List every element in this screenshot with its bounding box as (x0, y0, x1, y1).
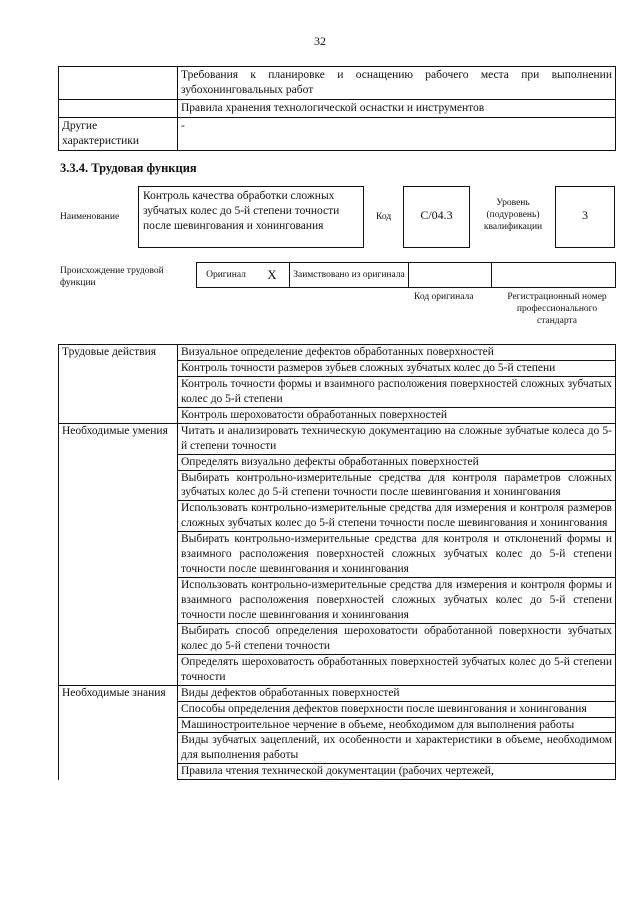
table-row (59, 345, 616, 361)
details-body (59, 345, 616, 780)
group-label-empty (59, 470, 178, 501)
table-row (59, 578, 616, 624)
table-row (197, 263, 616, 288)
code-original-cell (409, 263, 492, 288)
group-item: Читать и анализировать техническую документацию на сложные зубчатые колеса до 5-й степени точности (178, 423, 616, 454)
function-details-table (58, 344, 616, 780)
group-label: Трудовые действия (59, 345, 178, 361)
row-text: Правила хранения технологической оснастки и инструментов (178, 99, 616, 117)
group-item: Определять шероховатость обработанных поверхностей зубчатых колес до 5-й степени точности (178, 654, 616, 685)
table-row (59, 67, 616, 100)
reg-number-label: Регистрационный номер профессионального стандарта (507, 292, 607, 326)
table-row (59, 733, 616, 764)
table-row (59, 623, 616, 654)
requirements-table (58, 66, 616, 151)
row-label (59, 67, 178, 100)
group-label: Необходимые знания (59, 685, 178, 701)
table-row (59, 407, 616, 423)
group-item: Использовать контрольно-измерительные средства для измерения и контроля размеров сложных зубчатых колес до 5-й степени точности после шевингования и хонингования (178, 501, 616, 532)
group-label-empty (59, 360, 178, 376)
group-item: Выбирать контрольно-измерительные средства для контроля параметров сложных зубчатых колес до 5-й степени точности после шевингования и хонингования (178, 470, 616, 501)
group-label-empty (59, 701, 178, 717)
group-label-empty (59, 407, 178, 423)
table-row (59, 470, 616, 501)
group-item: Способы определения дефектов поверхности после шевингования и хонингования (178, 701, 616, 717)
table-row (59, 501, 616, 532)
table-row (59, 717, 616, 733)
origin-label: Происхождение трудовой функции (60, 266, 164, 288)
section-title: 3.3.4. Трудовая функция (60, 161, 197, 175)
group-label-empty (59, 733, 178, 764)
group-label-empty (59, 764, 178, 780)
group-label-empty (59, 578, 178, 624)
group-item: Виды зубчатых зацеплений, их особенности и характеристики в объеме, необходимом для выполнения работы (178, 733, 616, 764)
row-text: Требования к планировке и оснащению рабочего места при выполнении зубохонинговальных работ (178, 67, 616, 100)
group-label-empty (59, 501, 178, 532)
table-row (59, 360, 616, 376)
qualification-level: 3 (555, 186, 615, 248)
group-item: Визуальное определение дефектов обработанных поверхностей (178, 345, 616, 361)
original-mark: X (255, 263, 290, 288)
function-name: Контроль качества обработки сложных зубчатых колес до 5-й степени точности после шевингования и хонингования (138, 186, 364, 248)
table-row (59, 454, 616, 470)
row-label: Другие характеристики (59, 117, 178, 150)
original-label: Оригинал (197, 263, 256, 288)
page-number: 32 (314, 34, 326, 48)
borrowed-label: Заимствовано из оригинала (290, 263, 409, 288)
function-code: С/04.3 (403, 186, 470, 248)
group-item: Определять визуально дефекты обработанных поверхностей (178, 454, 616, 470)
group-item: Контроль точности формы и взаимного расположения поверхностей сложных зубчатых колес до 5-й степени (178, 376, 616, 407)
group-item: Машиностроительное черчение в объеме, необходимом для выполнения работы (178, 717, 616, 733)
group-item: Правила чтения технической документации (рабочих чертежей, (178, 764, 616, 780)
reg-number-cell (492, 263, 616, 288)
origin-table (196, 262, 616, 288)
table-row (59, 701, 616, 717)
group-item: Виды дефектов обработанных поверхностей (178, 685, 616, 701)
group-label-empty (59, 454, 178, 470)
name-label: Наименование (60, 212, 120, 222)
group-label-empty (59, 376, 178, 407)
row-text: - (178, 117, 616, 150)
table-row (59, 654, 616, 685)
group-label: Необходимые умения (59, 423, 178, 454)
group-label-empty (59, 654, 178, 685)
table-row (59, 99, 616, 117)
code-original-label: Код оригинала (414, 292, 474, 302)
table-row (59, 532, 616, 578)
group-label-empty (59, 532, 178, 578)
table-row (59, 423, 616, 454)
group-item: Контроль точности размеров зубьев сложных зубчатых колес до 5-й степени (178, 360, 616, 376)
group-item: Выбирать способ определения шероховатости обработанной поверхности зубчатых колес до 5-й степени точности (178, 623, 616, 654)
group-item: Контроль шероховатости обработанных поверхностей (178, 407, 616, 423)
table-row (59, 117, 616, 150)
code-label: Код (376, 212, 392, 222)
table-row (59, 764, 616, 780)
table-row (59, 376, 616, 407)
level-label: Уровень (подуровень) квалификации (483, 198, 543, 232)
group-item: Выбирать контрольно-измерительные средства для контроля и отклонений формы и взаимного расположения поверхностей сложных зубчатых колес до 5-й степени точности после шевингования и хонингования (178, 532, 616, 578)
group-label-empty (59, 623, 178, 654)
group-item: Использовать контрольно-измерительные средства для измерения и контроля формы и взаимного расположения поверхностей сложных зубчатых колес до 5-й степени точности после шевингования и хонингования (178, 578, 616, 624)
table-row (59, 685, 616, 701)
row-label (59, 99, 178, 117)
group-label-empty (59, 717, 178, 733)
